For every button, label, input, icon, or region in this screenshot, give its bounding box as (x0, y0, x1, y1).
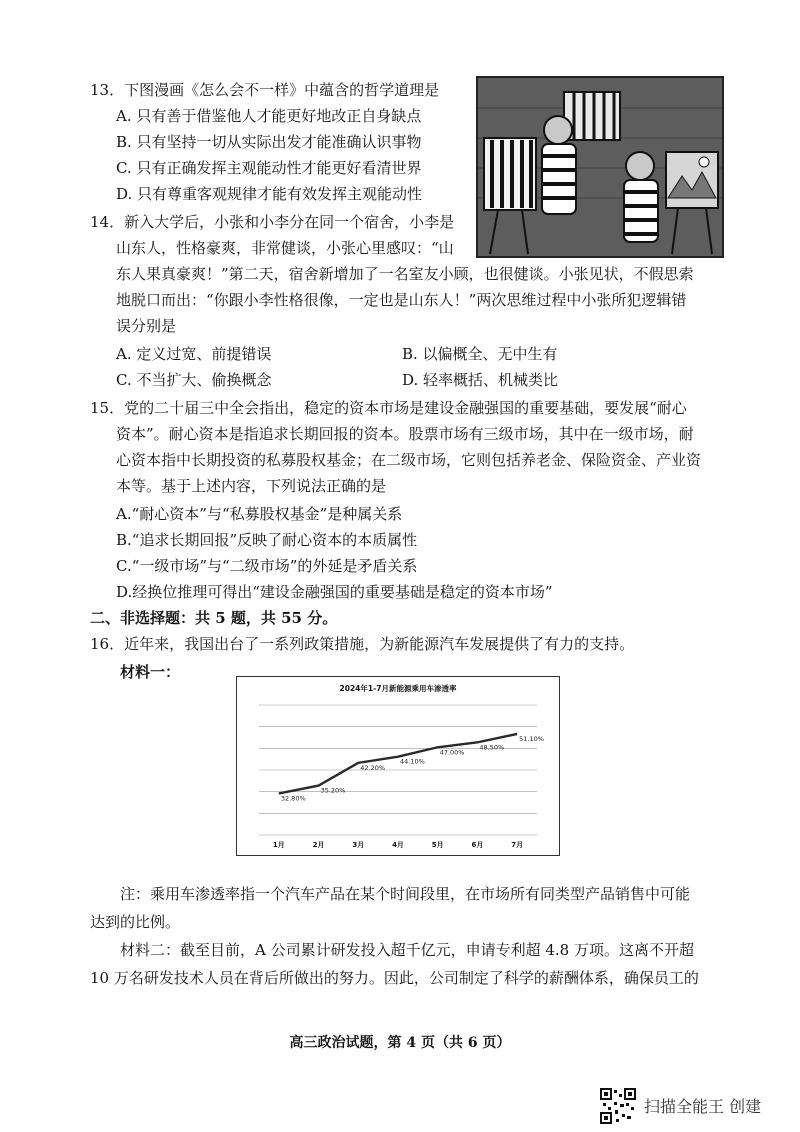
penetration-rate-chart (237, 677, 559, 855)
q14-line-4: 地脱口而出：“你跟小李性格很像，一定也是山东人！”两次思维过程中小张所犯逻辑错 (116, 291, 687, 309)
q13-option-c: C. 只有正确发挥主观能动性才能更好看清世界 (116, 159, 422, 177)
data-label: 48.50% (479, 743, 505, 752)
q13-option-d: D. 只有尊重客观规律才能有效发挥主观能动性 (116, 185, 423, 203)
q15-option-d: D.经换位推理可得出“建设金融强国的重要基础是稳定的资本市场” (116, 583, 553, 601)
q15-line-2: 资本”。耐心资本是指追求长期回报的资本。股票市场有三级市场，其中在一级市场，耐 (116, 425, 694, 443)
x-tick-label: 3月 (352, 841, 365, 849)
material2-line-2: 10 万名研发技术人员在背后所做出的努力。因此，公司制定了科学的薪酬体系，确保员工的 (90, 969, 699, 987)
scanner-watermark: 扫描全能王 创建 (644, 1097, 762, 1116)
q14-option-c: C. 不当扩大、偷换概念 (116, 371, 272, 389)
x-tick-label: 4月 (392, 841, 404, 849)
x-tick-label: 6月 (471, 841, 484, 849)
q14-line-1: 14．新入大学后，小张和小李分在同一个宿舍，小李是 (90, 213, 455, 231)
q16-note-line-2: 达到的比例。 (90, 913, 181, 931)
material2-line-1: 材料二：截至目前，A 公司累计研发投入超千亿元，申请专利超 4.8 万项。这离不开超 (120, 941, 694, 959)
q13-option-a: A. 只有善于借鉴他人才能更好地改正自身缺点 (116, 107, 422, 125)
q13-stem: 13．下图漫画《怎么会不一样》中蕴含的哲学道理是 (90, 81, 440, 99)
data-label: 35.20% (320, 786, 346, 795)
material1-label: 材料一： (120, 663, 181, 681)
data-label: 51.10% (519, 734, 544, 743)
q15-line-3: 心资本指中长期投资的私募股权基金；在二级市场，它则包括养老金、保险资金、产业资 (116, 451, 702, 469)
q16-intro: 16．近年来，我国出台了一系列政策措施，为新能源汽车发展提供了有力的支持。 (90, 635, 635, 653)
section-heading: 二、非选择题：共 5 题，共 55 分。 (90, 609, 338, 627)
q15-option-a: A.“耐心资本”与“私募股权基金”是种属关系 (116, 505, 403, 523)
q14-line-5: 误分别是 (116, 317, 177, 335)
data-label: 32.80% (280, 794, 306, 803)
q14-option-a: A. 定义过宽、前提错误 (116, 345, 272, 363)
x-tick-label: 7月 (511, 841, 524, 849)
chart-data-labels (281, 735, 544, 802)
q15-option-c: C.“一级市场”与“二级市场”的外延是矛盾关系 (116, 557, 418, 575)
q15-option-b: B.“追求长期回报”反映了耐心资本的本质属性 (116, 531, 418, 549)
q14-line-3: 东人果真豪爽！”第二天，宿舍新增加了一名室友小顾，也很健谈。小张见状，不假思索 (116, 265, 694, 283)
data-label: 44.10% (400, 757, 425, 766)
cartoon-illustration (476, 76, 724, 258)
x-tick-label: 5月 (431, 841, 444, 849)
q14-option-d: D. 轻率概括、机械类比 (402, 371, 559, 389)
q16-note-line-1: 注：乘用车渗透率指一个汽车产品在某个时间段里，在市场所有同类型产品销售中可能 (120, 885, 691, 903)
x-tick-label: 1月 (272, 841, 285, 849)
data-label: 42.20% (360, 763, 386, 772)
q15-line-1: 15．党的二十届三中全会指出，稳定的资本市场是建设金融强国的重要基础，要发展“耐心 (90, 399, 687, 417)
chart-frame (236, 676, 560, 856)
chart-x-ticks (273, 841, 523, 849)
page-footer: 高三政治试题，第 4 页（共 6 页） (289, 1035, 511, 1051)
cartoon-drawing (478, 78, 722, 256)
qr-code-icon (600, 1088, 636, 1124)
x-tick-label: 2月 (312, 841, 325, 849)
chart-title: 2024年1-7月新能源乘用车渗透率 (339, 684, 457, 693)
q14-line-2: 山东人，性格豪爽，非常健谈，小张心里感叹：“山 (116, 239, 454, 257)
q13-option-b: B. 只有坚持一切从实际出发才能准确认识事物 (116, 133, 422, 151)
chart-grid (259, 705, 537, 835)
q15-line-4: 本等。基于上述内容，下列说法正确的是 (116, 477, 387, 495)
data-label: 47.00% (439, 748, 465, 757)
q14-option-b: B. 以偏概全、无中生有 (402, 345, 558, 363)
